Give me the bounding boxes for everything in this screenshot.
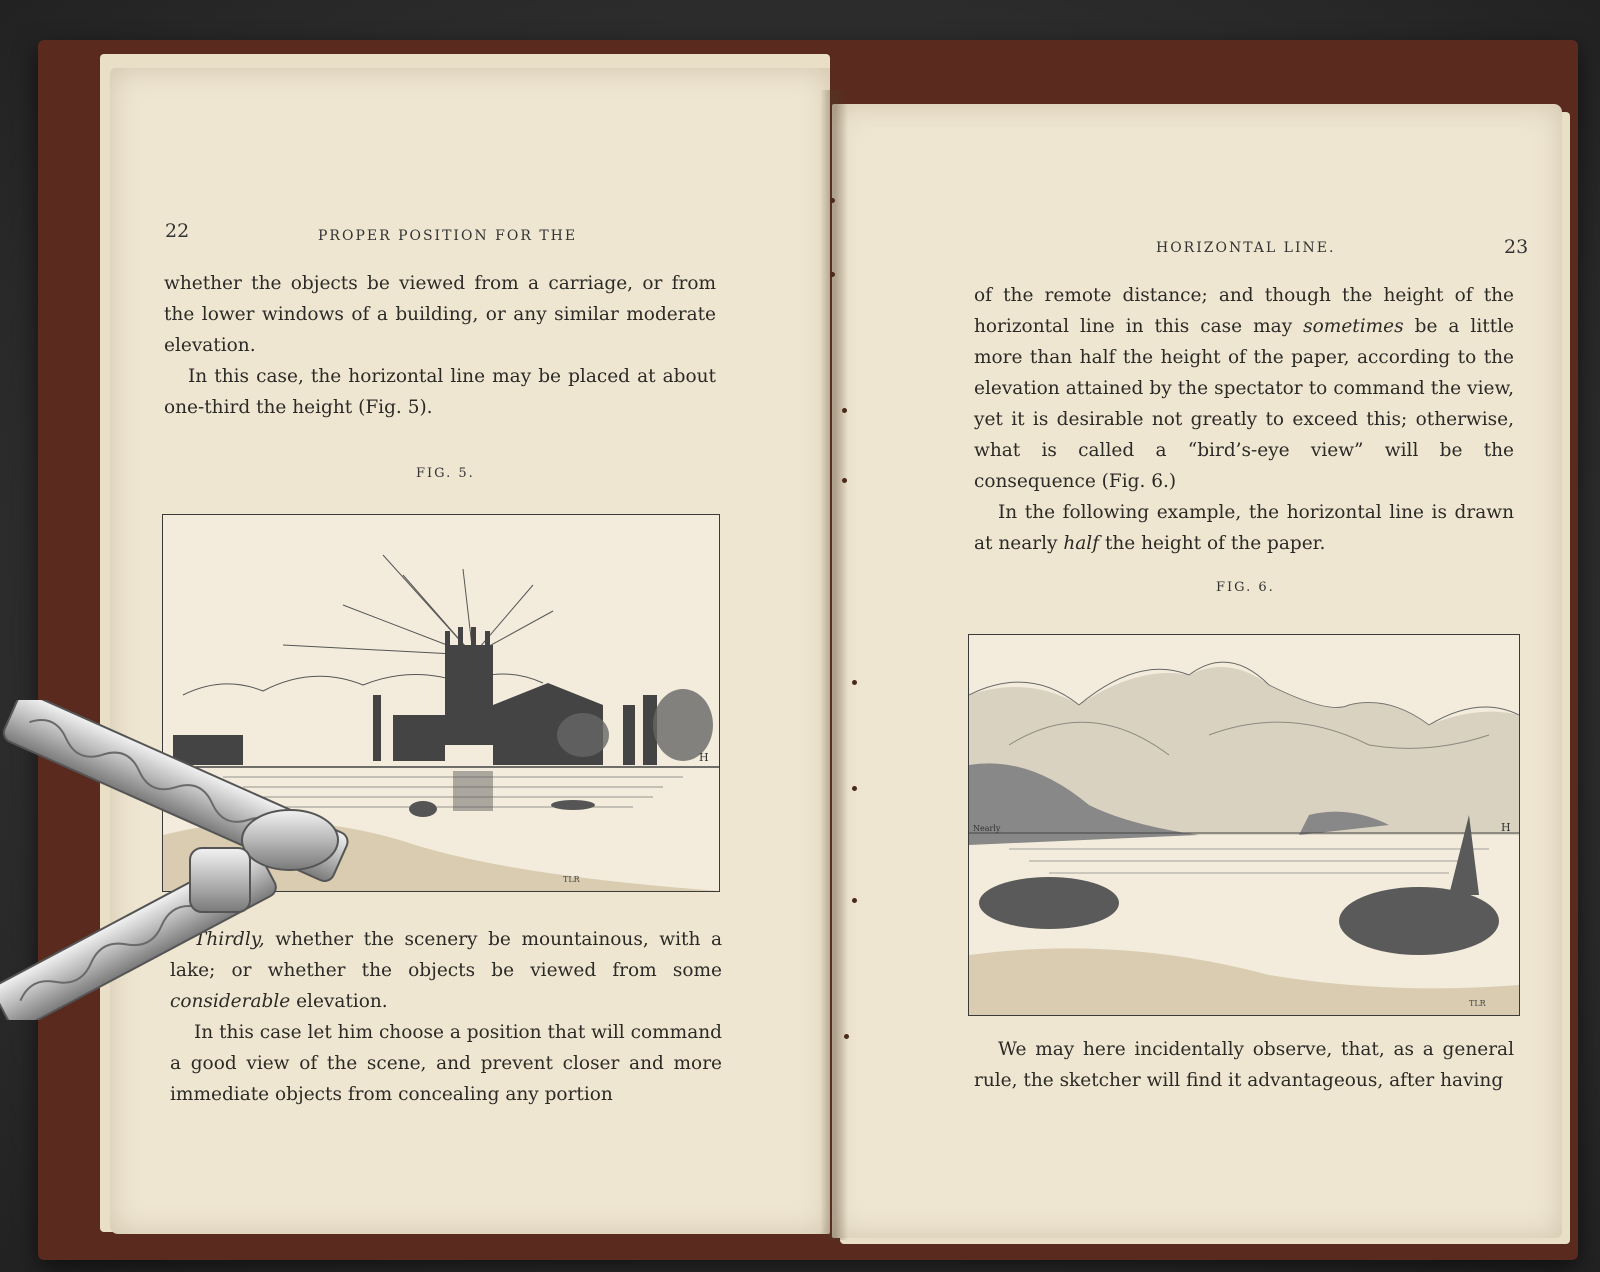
binding-stitch (852, 898, 857, 903)
right-page (832, 104, 1562, 1238)
running-head: PROPER POSITION FOR THE (318, 228, 578, 244)
svg-text:H: H (699, 751, 709, 764)
svg-text:H: H (1501, 821, 1511, 834)
binding-stitch (844, 1034, 849, 1039)
figure-marker-right (1501, 819, 1502, 820)
svg-text:Nearly: Nearly (973, 824, 1001, 833)
paragraph: In this case, the horizontal line may be placed at about one-third the height (Fig. 5). (164, 366, 716, 418)
text-block-bottom (974, 1034, 1514, 1096)
figure-label: FIG. 6. (1216, 580, 1275, 595)
text-block-top (164, 268, 716, 423)
binding-stitch (830, 272, 835, 277)
figure-signature: TLR (1469, 999, 1486, 1008)
binding-stitch (852, 786, 857, 791)
binding-stitch (842, 408, 847, 413)
figure-marker (702, 749, 703, 750)
figure-marker-left (973, 819, 976, 820)
figure-label: FIG. 5. (416, 466, 475, 481)
binding-stitch (852, 680, 857, 685)
paragraph: We may here incidentally observe, that, as a general rule, the sketcher will find it advantageous, after having (974, 1039, 1514, 1091)
paragraph: whether the objects be viewed from a carriage, or from the lower windows of a building, or any similar moderate elevation. (164, 273, 716, 356)
page-number: 22 (165, 220, 190, 242)
paragraph: In the following example, the horizontal line is drawn at nearly half the height of the paper. (974, 502, 1514, 554)
lake-mountains-illustration (969, 635, 1519, 1015)
figure-signature: TLR (563, 875, 580, 884)
binding-stitch (830, 198, 835, 203)
page-clip-icon (0, 700, 360, 1020)
running-head: HORIZONTAL LINE. (1156, 240, 1336, 256)
page-number: 23 (1504, 236, 1529, 258)
binding-stitch (842, 478, 847, 483)
paragraph: In this case let him choose a position that will command a good view of the scene, and prevent closer and more immediate objects from concealing any portion (170, 1022, 722, 1105)
paragraph: of the remote distance; and though the height of the horizontal line in this case may sometimes be a little more than half the height of the paper, according to the elevation attained by the spectator to command the view, yet it is desirable not greatly to exceed this; otherwise, what is called a “bird’s-eye view” will be the consequence (Fig. 6.) (974, 285, 1514, 492)
figure-6-engraving (968, 634, 1520, 1016)
paragraph: Thirdly, whether the scenery be mountainous, with a lake; or whether the objects be viewed from some considerable elevation. (170, 929, 722, 1012)
text-block-top (974, 280, 1514, 559)
book-gutter (820, 90, 848, 1240)
left-page (110, 68, 830, 1234)
